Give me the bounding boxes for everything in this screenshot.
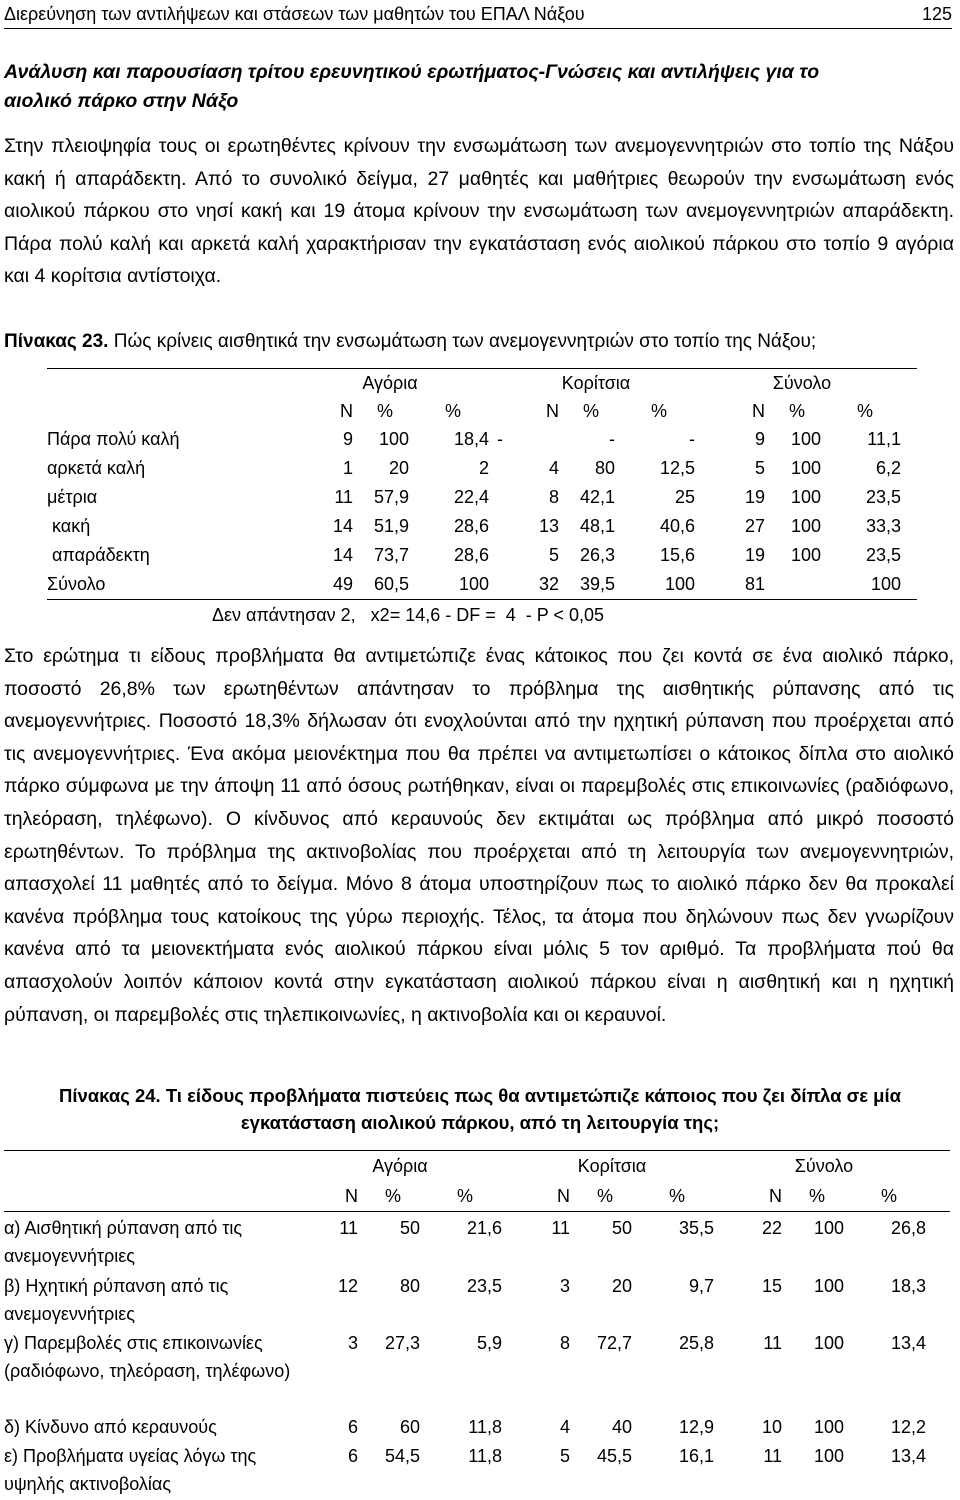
cell-value: 9,7 — [688, 1276, 714, 1296]
cell-value: 51,9 — [373, 516, 409, 536]
cell-value: - — [689, 429, 695, 449]
section-heading-line-2: αιολικό πάρκο στην Νάξο — [4, 90, 239, 112]
table-row — [47, 425, 917, 454]
column-header: Ν — [769, 1185, 782, 1206]
cell-value: 100 — [458, 574, 489, 594]
cell-value: 100 — [790, 545, 821, 565]
cell-value: 20 — [611, 1276, 632, 1296]
column-header: % — [788, 400, 805, 421]
cell-value: 12,9 — [678, 1417, 714, 1437]
cell-value: 1 — [342, 458, 353, 478]
cell-value: 28,6 — [453, 545, 489, 565]
cell-value: 23,5 — [865, 487, 901, 507]
cell-value: 42,1 — [579, 487, 615, 507]
cell-value: 5 — [559, 1446, 570, 1466]
cell-value: 100 — [813, 1417, 844, 1437]
cell-value: 4 — [559, 1417, 570, 1437]
cell-value: 15 — [761, 1276, 782, 1296]
cell-value: 11,8 — [468, 1446, 502, 1466]
cell-value: 6 — [347, 1417, 358, 1437]
cell-value: 12,5 — [659, 458, 695, 478]
column-header: % — [456, 1185, 473, 1206]
row-label: Πάρα πολύ καλή — [47, 429, 180, 449]
cell-value: 8 — [548, 487, 559, 507]
cell-value: 25 — [674, 487, 695, 507]
table-24-caption-line-1: Πίνακας 24. Τι είδους προβλήματα πιστεύεις πως θα αντιμετώπιζε κάποιος που ζει δίπλα σε μία — [58, 1085, 902, 1106]
cell-value: 14 — [332, 516, 353, 536]
cell-value: 8 — [559, 1333, 570, 1353]
cell-value: 54,5 — [384, 1446, 420, 1466]
cell-value: 15,6 — [659, 545, 695, 565]
cell-value: 4 — [548, 458, 559, 478]
cell-value: 100 — [870, 574, 901, 594]
table-header-columns — [47, 397, 917, 425]
cell-value: 40 — [611, 1417, 632, 1437]
cell-value: 3 — [559, 1276, 570, 1296]
cell-value: 100 — [664, 574, 695, 594]
table-row — [4, 1272, 950, 1329]
table-23 — [47, 368, 917, 630]
running-header — [4, 0, 952, 29]
row-label: απαράδεκτη — [47, 545, 150, 565]
table-23-footnote — [47, 599, 917, 630]
cell-value: 49 — [332, 574, 353, 594]
cell-value: 16,1 — [678, 1446, 714, 1466]
row-label: δ) Κίνδυνο από κεραυνούς — [4, 1417, 217, 1437]
cell-value: 12,2 — [890, 1417, 926, 1437]
cell-value: 2 — [478, 458, 489, 478]
cell-value: 19 — [744, 545, 765, 565]
cell-value: 23,5 — [865, 545, 901, 565]
group-header: Αγόρια — [372, 1155, 428, 1176]
page-number: 125 — [921, 4, 952, 24]
cell-value: 35,5 — [678, 1218, 714, 1238]
cell-value: 60,5 — [373, 574, 409, 594]
header-title: Διερεύνηση των αντιλήψεων και στάσεων των μαθητών του ΕΠΑΛ Νάξου — [4, 4, 585, 24]
table-row — [47, 454, 917, 483]
table-header-groups — [4, 1151, 950, 1181]
cell-value: 11 — [551, 1218, 570, 1238]
cell-value: 11 — [334, 487, 353, 507]
cell-value: 5 — [548, 545, 559, 565]
footnote-text: Δεν απάντησαν 2, x2= 14,6 - DF = 4 - P < 0,05 — [212, 604, 604, 625]
table-row — [47, 512, 917, 541]
column-header: Ν — [557, 1185, 570, 1206]
cell-value: 39,5 — [579, 574, 615, 594]
group-header: Κορίτσια — [561, 372, 631, 393]
cell-value: 18,3 — [890, 1276, 926, 1296]
section-heading — [4, 58, 954, 116]
table-23-caption-label: Πίνακας 23. — [4, 331, 109, 352]
row-label: α) Αισθητική ρύπανση από τις ανεμογεννήτριες — [4, 1218, 243, 1266]
cell-value: 11,8 — [468, 1417, 502, 1437]
cell-value: 100 — [790, 516, 821, 536]
row-label: γ) Παρεμβολές στις επικοινωνίες (ραδιόφωνο, τηλεόραση, τηλέφωνο) — [4, 1333, 291, 1381]
column-header: % — [668, 1185, 685, 1206]
cell-value: 81 — [744, 574, 765, 594]
cell-value: 27 — [744, 516, 765, 536]
column-header: % — [856, 400, 873, 421]
cell-value: 5,9 — [476, 1333, 502, 1353]
table-row — [4, 1211, 950, 1272]
cell-value: 57,9 — [373, 487, 409, 507]
cell-value: 12 — [337, 1276, 358, 1296]
cell-value: 100 — [813, 1446, 844, 1466]
cell-value: 5 — [754, 458, 765, 478]
cell-value: 18,4 — [453, 429, 489, 449]
group-header: Κορίτσια — [577, 1155, 647, 1176]
column-header: Ν — [546, 400, 559, 421]
cell-value: 9 — [754, 429, 765, 449]
group-header: Αγόρια — [362, 372, 418, 393]
paragraph-intro: Στην πλειοψηφία τους οι ερωτηθέντες κρίνουν την ενσωμάτωση των ανεμογεννητριών στο τοπίο της Νάξου κακή ή απαράδεκτη. Από το συνολικό δείγμα, 27 μαθητές και μαθήτριες θεωρούν την ενσωμάτωση ενός αιολικού πάρκου στο νησί κακή και 19 άτομα κρίνουν την ενσωμάτωση των ανεμογεννητριών απαράδεκτη. Πάρα πολύ καλή και αρκετά καλή χαρακτήρισαν την εγκατάσταση ενός αιολικού πάρκου στο τοπίο 9 αγόρια και 4 κορίτσια αντίστοιχα. — [4, 135, 954, 287]
table-24 — [4, 1150, 950, 1500]
cell-value: 33,3 — [865, 516, 901, 536]
cell-value: 48,1 — [579, 516, 615, 536]
cell-value: 20 — [388, 458, 409, 478]
table-row — [4, 1442, 950, 1500]
cell-value: 14 — [332, 545, 353, 565]
cell-value: 80 — [594, 458, 615, 478]
cell-value: 32 — [538, 574, 559, 594]
cell-value: 28,6 — [453, 516, 489, 536]
row-label: αρκετά καλή — [47, 458, 146, 478]
cell-value: 6,2 — [875, 458, 901, 478]
cell-value: 100 — [813, 1333, 844, 1353]
table-row — [4, 1329, 950, 1413]
cell-value: 22 — [761, 1218, 782, 1238]
column-header: % — [384, 1185, 401, 1206]
cell-value: 19 — [744, 487, 765, 507]
cell-value: 21,6 — [466, 1218, 502, 1238]
cell-value: 13,4 — [890, 1446, 926, 1466]
row-label: Σύνολο — [47, 574, 106, 594]
cell-value: 100 — [790, 429, 821, 449]
cell-value: 22,4 — [453, 487, 489, 507]
column-header: Ν — [340, 400, 353, 421]
cell-value: 9 — [342, 429, 353, 449]
column-header: % — [596, 1185, 613, 1206]
cell-value: - — [609, 429, 615, 449]
cell-value: 10 — [761, 1417, 782, 1437]
cell-value: 100 — [790, 458, 821, 478]
cell-value: 72,7 — [596, 1333, 632, 1353]
group-header: Σύνολο — [772, 372, 832, 393]
cell-value: 100 — [378, 429, 409, 449]
cell-value: 13,4 — [890, 1333, 926, 1353]
row-label: μέτρια — [47, 487, 98, 507]
cell-value: 40,6 — [659, 516, 695, 536]
cell-value: - — [497, 429, 503, 449]
cell-value: 11 — [763, 1446, 782, 1466]
group-header: Σύνολο — [794, 1155, 854, 1176]
row-label: β) Ηχητική ρύπανση από τις ανεμογεννήτριες — [4, 1276, 229, 1324]
table-row — [47, 541, 917, 570]
cell-value: 100 — [813, 1218, 844, 1238]
cell-value: 100 — [790, 487, 821, 507]
cell-value: 73,7 — [373, 545, 409, 565]
cell-value: 80 — [399, 1276, 420, 1296]
table-23-caption — [4, 329, 954, 355]
column-header: % — [650, 400, 667, 421]
cell-value: 50 — [611, 1218, 632, 1238]
row-label: ε) Προβλήματα υγείας λόγω της υψηλής ακτινοβολίας — [4, 1446, 257, 1494]
column-header: Ν — [345, 1185, 358, 1206]
table-23-caption-text: Πώς κρίνεις αισθητικά την ενσωμάτωση των ανεμογεννητριών στο τοπίο της Νάξου; — [108, 331, 817, 352]
table-24-caption-line-2: εγκατάσταση αιολικού πάρκου, από τη λειτουργία της; — [240, 1112, 720, 1133]
column-header: Ν — [752, 400, 765, 421]
cell-value: 13 — [538, 516, 559, 536]
cell-value: 3 — [347, 1333, 358, 1353]
cell-value: 6 — [347, 1446, 358, 1466]
cell-value: 23,5 — [466, 1276, 502, 1296]
cell-value: 25,8 — [678, 1333, 714, 1353]
table-row — [47, 483, 917, 512]
table-row — [4, 1413, 950, 1442]
table-row-total — [47, 570, 917, 599]
cell-value: 100 — [813, 1276, 844, 1296]
column-header: % — [582, 400, 599, 421]
column-header: % — [880, 1185, 897, 1206]
cell-value: 26,8 — [890, 1218, 926, 1238]
column-header: % — [808, 1185, 825, 1206]
cell-value: 45,5 — [596, 1446, 632, 1466]
cell-value: 50 — [399, 1218, 420, 1238]
cell-value: 11 — [763, 1333, 782, 1353]
cell-value: 11 — [339, 1218, 358, 1238]
cell-value: 11,1 — [867, 429, 901, 449]
table-24-caption — [4, 1082, 956, 1136]
column-header: % — [444, 400, 461, 421]
paragraph-problems: Στο ερώτημα τι είδους προβλήματα θα αντιμετώπιζε ένας κάτοικος που ζει κοντά σε ένα αιολικό πάρκο, ποσοστό 26,8% των ερωτηθέντων απάντησαν το πρόβλημα της αισθητικής ρύπανσης από τις ανεμογεννήτριες. Ποσοστό 18,3% δήλωσαν ότι ενοχλούνται από την ηχητική ρύπανση που προέρχεται από τις ανεμογεννήτριες. Ένα ακόμα μειονέκτημα που θα πρέπει να αντιμετωπίσει ο κάτοικος δίπλα στο αιολικό πάρκο σύμφωνα με την άποψη 11 από όσους ρωτήθηκαν, είναι οι παρεμβολές στις επικοινωνίες (ραδιόφωνο, τηλεόραση, τηλέφωνο). Ο κίνδυνος από κεραυνούς δεν εκτιμάται ως πρόβλημα από μικρό ποσοστό ερωτηθέντων. Το πρόβλημα της ακτινοβολίας που προέρχεται από τη λειτουργία των ανεμογεννητριών, απασχολεί 11 μαθητές από το δείγμα. Μόνο 8 άτομα υποστηρίζουν πως το αιολικό πάρκο δεν θα προκαλεί κανένα πρόβλημα τους κατοίκους της γύρω περιοχής. Τέλος, τα άτομα που δηλώνουν πως δεν γνωρίζουν κανένα από τα μειονεκτήματα ενός αιολικού πάρκου είναι μόλις 5 τον αριθμό. Τα προβλήματα πού θα απασχολούν λοιπόν κάποιον κοντά στην εγκατάσταση αιολικού πάρκου είναι η αισθητική και η ηχητική ρύπανση, οι παρεμβολές στις τηλεπικοινωνίες, η ακτινοβολία και οι κεραυνοί. — [4, 645, 954, 1026]
cell-value: 60 — [399, 1417, 420, 1437]
table-header-columns — [4, 1181, 950, 1211]
row-label: κακή — [47, 516, 91, 536]
section-heading-line-1: Ανάλυση και παρουσίαση τρίτου ερευνητικού ερωτήματος-Γνώσεις και αντιλήψεις για το — [4, 61, 820, 83]
cell-value: 27,3 — [384, 1333, 420, 1353]
cell-value: 26,3 — [579, 545, 615, 565]
table-header-groups — [47, 369, 917, 397]
column-header: % — [376, 400, 393, 421]
